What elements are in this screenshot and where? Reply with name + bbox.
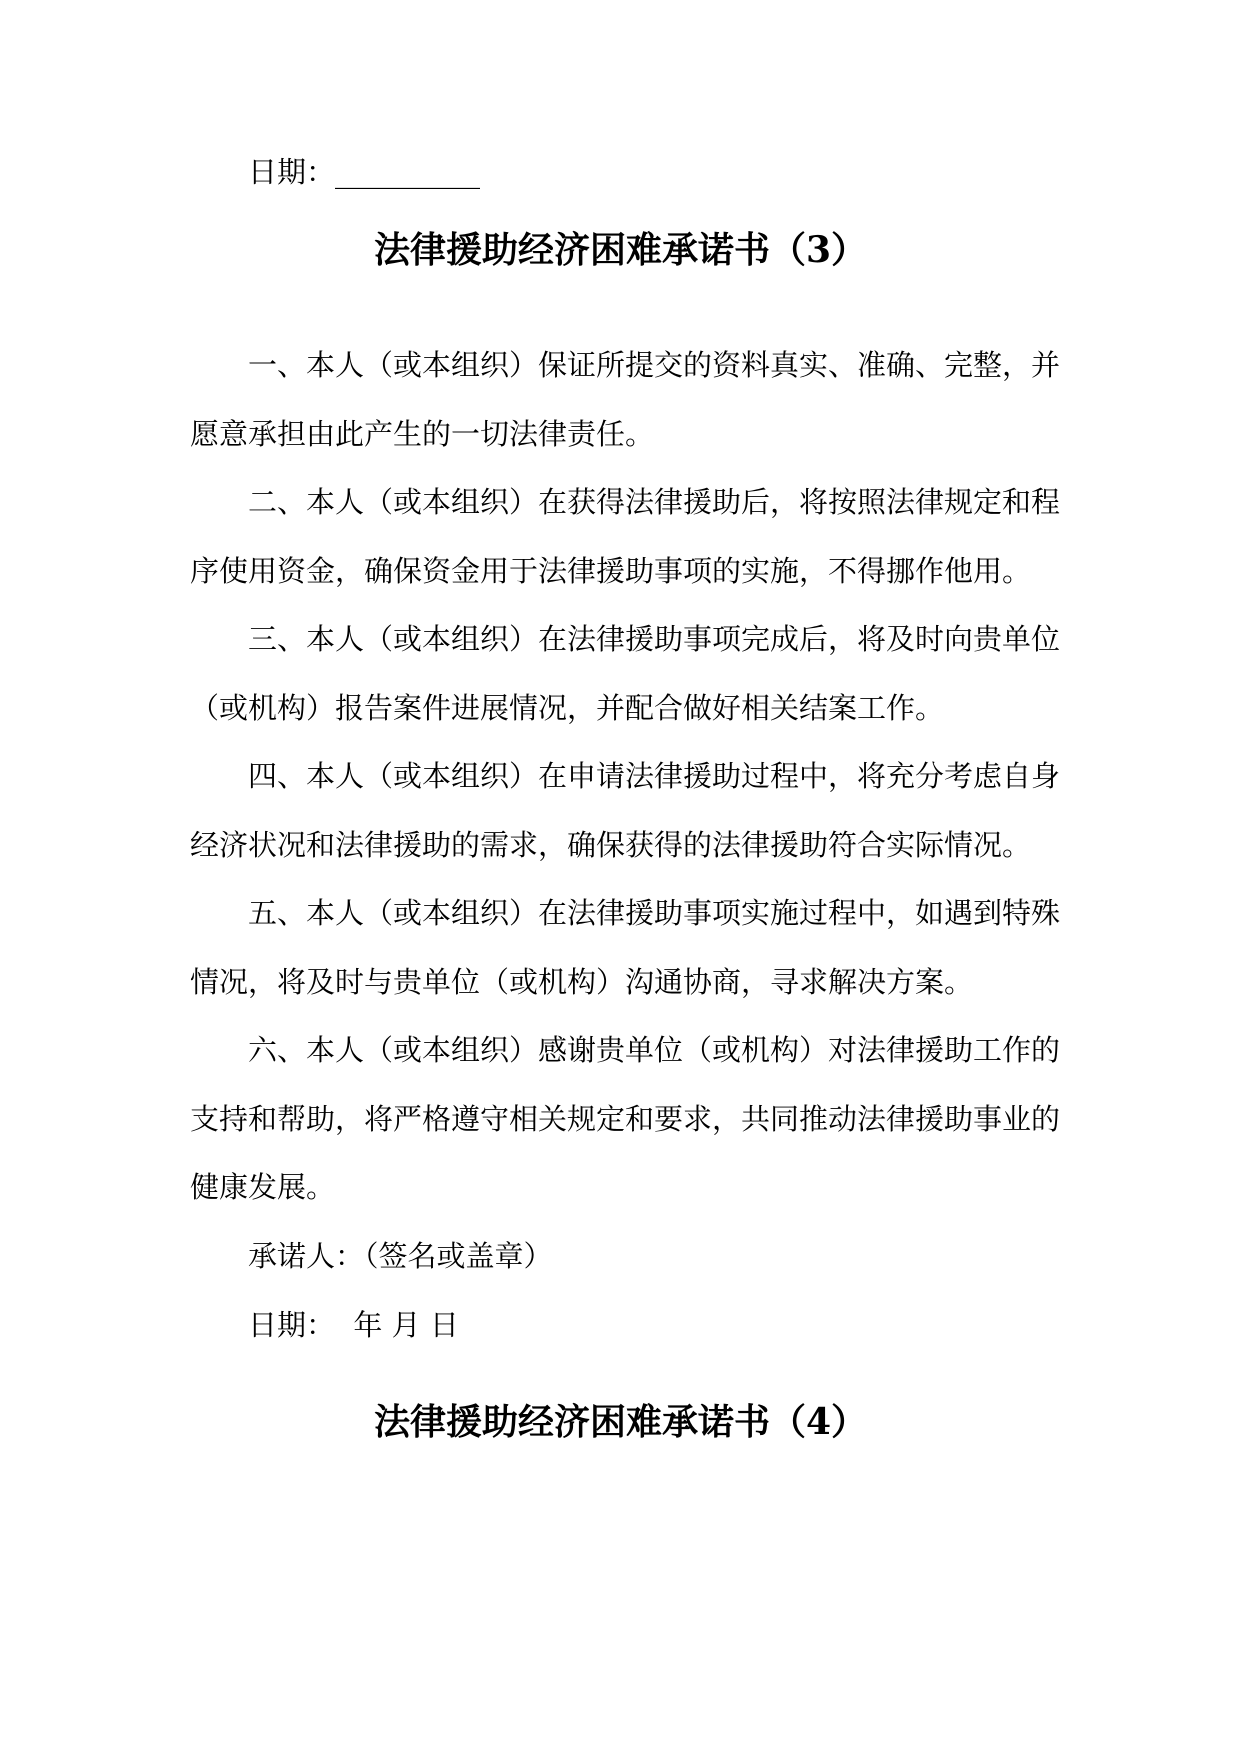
- item-5-line-1: 五、本人（或本组织）在法律援助事项实施过程中，如遇到特殊: [248, 896, 1061, 930]
- signer-line: 承诺人：（签名或盖章）: [248, 1239, 553, 1273]
- top-date-blank: __________: [335, 155, 481, 189]
- item-6-line-3: 健康发展。: [190, 1170, 336, 1204]
- top-date-label: 日期：: [248, 155, 336, 189]
- item-3-line-2: （或机构）报告案件进展情况，并配合做好相关结案工作。: [190, 691, 945, 725]
- item-5-line-2: 情况，将及时与贵单位（或机构）沟通协商，寻求解决方案。: [190, 965, 974, 999]
- item-6-line-2: 支持和帮助，将严格遵守相关规定和要求，共同推动法律援助事业的: [190, 1102, 1061, 1136]
- item-1-line-1: 一、本人（或本组织）保证所提交的资料真实、准确、完整，并: [248, 348, 1061, 382]
- sign-date-line: 日期： 年 月 日: [248, 1308, 459, 1342]
- item-2-line-1: 二、本人（或本组织）在获得法律援助后，将按照法律规定和程: [248, 485, 1061, 519]
- item-6-line-1: 六、本人（或本组织）感谢贵单位（或机构）对法律援助工作的: [248, 1033, 1061, 1067]
- item-4-line-1: 四、本人（或本组织）在申请法律援助过程中，将充分考虑自身: [248, 759, 1061, 793]
- item-1-line-2: 愿意承担由此产生的一切法律责任。: [190, 417, 655, 451]
- section-3-title: 法律援助经济困难承诺书（3）: [373, 229, 868, 271]
- item-2-line-2: 序使用资金，确保资金用于法律援助事项的实施，不得挪作他用。: [190, 554, 1032, 588]
- section-4-title: 法律援助经济困难承诺书（4）: [373, 1401, 868, 1443]
- top-date-line: [248, 152, 1118, 192]
- item-4-line-2: 经济状况和法律援助的需求，确保获得的法律援助符合实际情况。: [190, 828, 1032, 862]
- item-3-line-1: 三、本人（或本组织）在法律援助事项完成后，将及时向贵单位: [248, 622, 1061, 656]
